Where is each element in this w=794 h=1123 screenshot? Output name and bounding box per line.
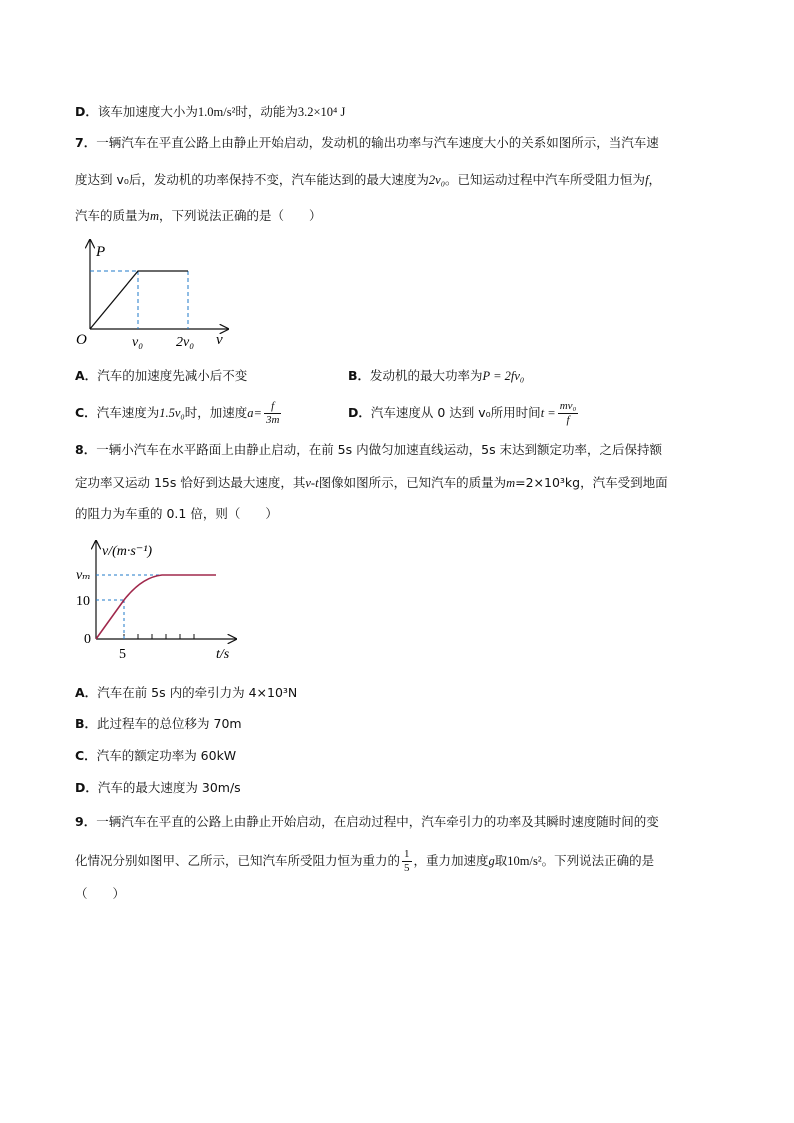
stem-text: 一辆小汽车在水平路面上由静止启动，在前 5s 内做匀加速直线运动，5s 末达到额定功率，之后保持额	[96, 442, 663, 457]
stem-text: 一辆汽车在平直公路上由静止开始启动，发动机的输出功率与汽车速度大小的关系如图所示，当汽车速	[96, 135, 659, 150]
q8-option-b	[75, 714, 242, 734]
stem-text: 。已知运动过程中汽车所受阻力恒为	[445, 172, 646, 187]
option-text: 该车加速度大小为	[97, 104, 198, 119]
force-symbol: f	[645, 173, 649, 187]
option-label: D．	[75, 104, 98, 119]
x-axis-label: t/s	[216, 647, 230, 662]
mass-symbol: m	[506, 476, 516, 490]
q8-option-c	[75, 746, 236, 766]
q9-stem-line3	[75, 884, 125, 904]
option-label: C．	[75, 405, 97, 420]
fraction-numerator: mv₀	[559, 400, 577, 412]
stem-text: ，下列说法正确的是（ ）	[159, 208, 322, 223]
fraction-denominator: 3m	[265, 414, 280, 426]
tick-2v0: 2v₀	[176, 335, 195, 350]
option-text: 汽车的额定功率为 60kW	[96, 748, 237, 763]
option-text: 时，加速度	[184, 405, 248, 420]
stem-text: 取	[494, 853, 508, 868]
stem-text: 。下列说法正确的是	[541, 853, 655, 868]
gravity-value: 10m/s²	[507, 854, 542, 868]
x-axis-ticks	[124, 634, 194, 639]
option-label: A．	[75, 368, 98, 383]
stem-text: 化情况分别如图甲、乙所示，已知汽车所受阻力恒为重力的	[75, 853, 401, 868]
q7-stem-line3	[75, 206, 322, 226]
q8-option-d	[75, 778, 241, 798]
q6-option-d	[75, 102, 345, 122]
power-formula: P = 2fv₀	[482, 369, 525, 383]
fraction-numerator: 1	[404, 848, 410, 860]
option-text: 汽车速度从 0 达到 v₀所用时间	[370, 405, 541, 420]
q7-option-c	[75, 400, 283, 427]
vt-symbol: v-t	[305, 476, 319, 490]
option-text: 汽车速度为	[96, 405, 160, 420]
stem-text: ，	[648, 172, 662, 187]
q8-v-t-graph	[72, 537, 244, 663]
option-label: A．	[75, 685, 98, 700]
option-label: C．	[75, 748, 97, 763]
option-label: D．	[75, 780, 98, 795]
option-label: B．	[348, 368, 371, 383]
x-axis-label: v	[216, 332, 223, 348]
vm-label: vₘ	[76, 568, 91, 583]
time-symbol: t =	[540, 406, 556, 420]
question-number: 7．	[75, 135, 97, 150]
origin-label: O	[76, 332, 87, 348]
fraction	[264, 400, 281, 427]
max-speed-symbol: 2v₀	[428, 173, 446, 187]
stem-text: （ ）	[75, 886, 126, 901]
q9-stem-line1	[75, 812, 659, 832]
q8-option-a	[75, 683, 297, 703]
option-label: D．	[348, 405, 371, 420]
stem-text: 的阻力为车重的 0.1 倍，则（ ）	[75, 506, 278, 521]
origin-label: 0	[84, 632, 91, 647]
q9-stem-line2	[75, 848, 654, 875]
option-label: B．	[75, 716, 98, 731]
y-axis-label: P	[96, 244, 106, 260]
gravity-symbol: g	[488, 854, 495, 868]
option-text: 汽车的加速度先减小后不变	[97, 368, 248, 383]
q7-stem-line1	[75, 133, 659, 153]
option-text: 此过程车的总位移为 70m	[97, 716, 242, 731]
q7-option-d	[348, 400, 580, 427]
stem-text: 度达到 v₀后，发动机的功率保持不变，汽车能达到的最大速度为	[75, 172, 429, 187]
fraction-denominator: f	[566, 414, 570, 426]
y-tick-10: 10	[76, 594, 90, 609]
stem-text: 一辆汽车在平直的公路上由静止开始启动，在启动过程中，汽车牵引力的功率及其瞬时速度随时间的变	[96, 814, 659, 829]
option-text: 汽车在前 5s 内的牵引力为 4×10³N	[97, 685, 298, 700]
question-number: 8．	[75, 442, 97, 457]
speed-value: 1.5v₀	[159, 406, 185, 420]
stem-text: =2×10³kg，汽车受到地面	[515, 475, 668, 490]
option-text: 汽车的最大速度为 30m/s	[97, 780, 241, 795]
velocity-curve	[96, 575, 216, 639]
acceleration-value: 1.0m/s²	[197, 105, 236, 119]
fraction	[402, 848, 412, 875]
energy-value: 3.2×10⁴ J	[297, 105, 346, 119]
q8-stem-line3	[75, 504, 278, 524]
q7-option-a	[75, 366, 247, 386]
stem-text: ，重力加速度	[413, 853, 489, 868]
option-text: 发动机的最大功率为	[370, 368, 483, 383]
question-number: 9．	[75, 814, 97, 829]
accel-symbol: a=	[247, 406, 262, 420]
fraction	[558, 400, 579, 427]
q8-stem-line2	[75, 473, 668, 493]
stem-text: 图像如图所示，已知汽车的质量为	[318, 475, 507, 490]
power-curve	[90, 271, 188, 329]
tick-v0: v₀	[132, 335, 144, 350]
stem-text: 定功率又运动 15s 恰好到达最大速度，其	[75, 475, 306, 490]
q8-stem-line1	[75, 440, 662, 460]
y-axis-label: v/(m·s⁻¹)	[102, 544, 153, 559]
mass-symbol: m	[150, 209, 160, 223]
q7-option-b	[348, 366, 524, 386]
q7-stem-line2	[75, 170, 661, 190]
x-tick-5: 5	[119, 647, 126, 662]
option-text: 时，动能为	[235, 104, 298, 119]
fraction-denominator: 5	[404, 862, 410, 874]
q7-p-v-graph	[70, 236, 240, 352]
stem-text: 汽车的质量为	[75, 208, 151, 223]
fraction-numerator: f	[264, 400, 281, 414]
